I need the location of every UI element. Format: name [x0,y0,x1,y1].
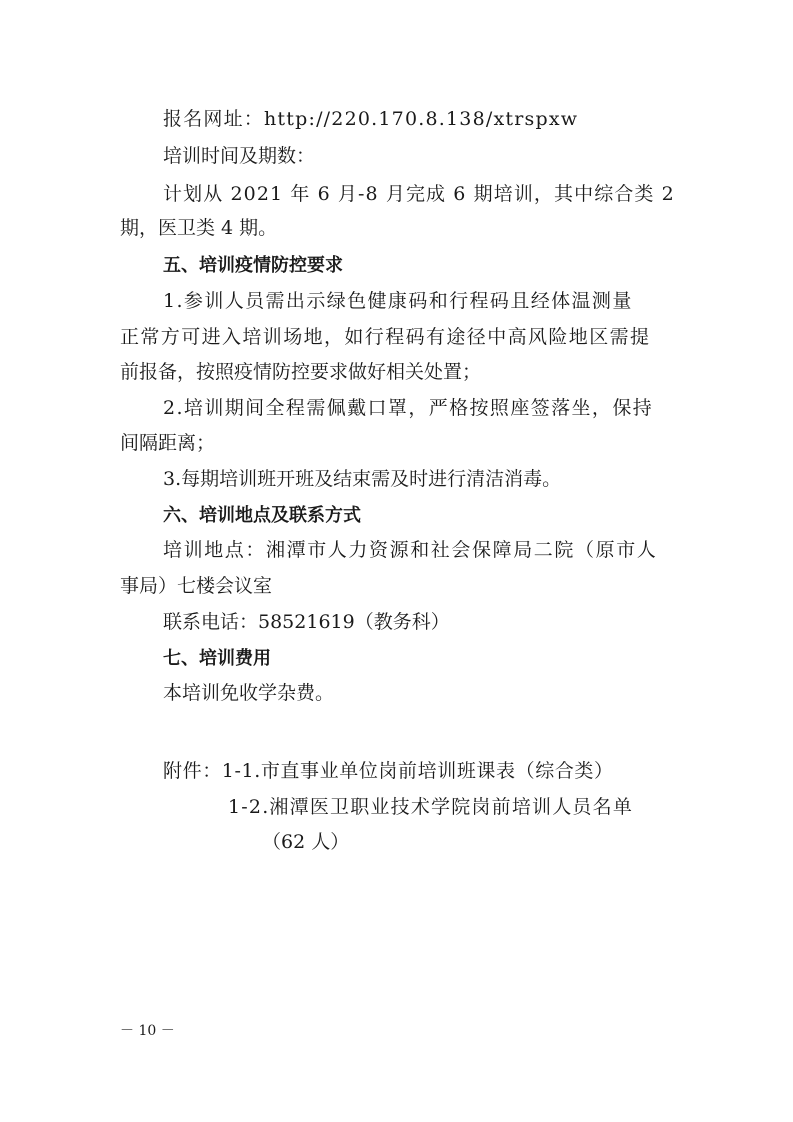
section5-item1-line1: 1.参训人员需出示绿色健康码和行程码且经体温测量 [163,290,633,312]
section7-heading: 七、培训费用 [163,648,271,669]
section5-item2-line2: 间隔距离； [120,432,216,454]
schedule-text-line2: 期，医卫类 4 期。 [120,217,278,239]
location-line1: 培训地点：湘潭市人力资源和社会保障局二院（原市人 [163,539,658,561]
section5-item3-line1: 3.每期培训班开班及结束需及时进行清洁消毒。 [163,468,562,490]
page-number: － 10 － [120,1023,175,1039]
attachment-line3: （62 人） [262,831,350,853]
section5-item1-line2: 正常方可进入培训场地，如行程码有途径中高风险地区需提 [120,326,651,348]
location-line2: 事局）七楼会议室 [120,575,273,597]
section6-heading: 六、培训地点及联系方式 [163,505,361,526]
attachment-line1: 附件：1-1.市直事业单位岗前培训班课表（综合类） [163,760,614,782]
contact-phone-line: 联系电话：58521619（教务科） [163,611,450,633]
fee-text: 本培训免收学杂费。 [163,682,335,704]
section5-item2-line1: 2.培训期间全程需佩戴口罩，严格按照座签落坐，保持 [163,397,654,419]
section5-heading: 五、培训疫情防控要求 [163,255,343,276]
section5-item1-line3: 前报备，按照疫情防控要求做好相关处置； [120,361,482,383]
schedule-title: 培训时间及期数： [163,145,316,167]
schedule-text-line1: 计划从 2021 年 6 月-8 月完成 6 期培训，其中综合类 2 [163,183,675,205]
registration-url-line: 报名网址：http://220.170.8.138/xtrspxw [163,108,579,130]
attachment-line2: 1-2.湘潭医卫职业技术学院岗前培训人员名单 [228,796,634,818]
